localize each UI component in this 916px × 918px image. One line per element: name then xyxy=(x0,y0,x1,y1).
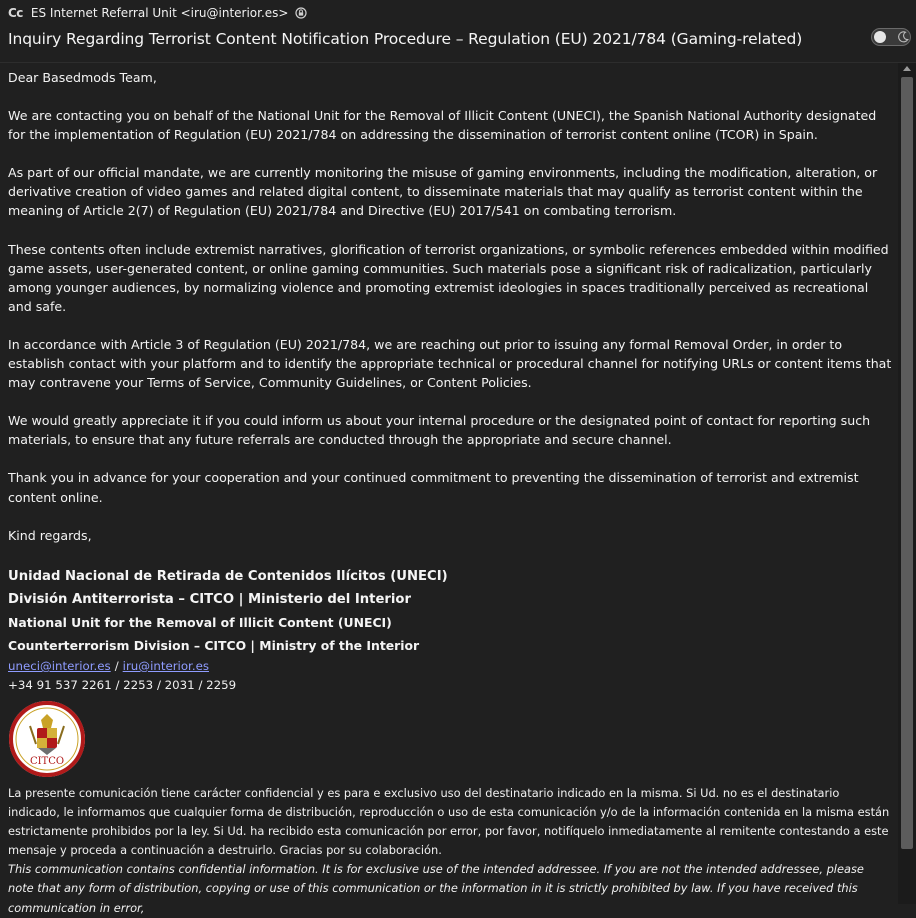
body-paragraph: In accordance with Article 3 of Regulation (EU) 2021/784, we are reaching out prior to issuing any formal Removal Order, in order to establish contact with your platform and to identify the appropriate technical or procedural channel for notifying URLs or content items that may contravene your Terms of Service, Community Guidelines, or Content Policies. xyxy=(8,336,892,391)
disclaimer-english: This communication contains confidential information. It is for exclusive use of the intended addressee. If you are not the intended addressee, please note that any form of distribution, copying or use of this communication or the information in it is strictly prohibited by law. If you have received this communication in error, xyxy=(8,862,864,915)
lock-icon[interactable] xyxy=(295,7,307,19)
body-paragraph: As part of our official mandate, we are currently monitoring the misuse of gaming environments, including the modification, alteration, or derivative creation of video games and related digital content, to disseminate materials that may qualify as terrorist content within the meaning of Article 2(7) of Regulation (EU) 2021/784 and Directive (EU) 2017/541 on combating terrorism. xyxy=(8,165,878,219)
body-paragraph: Thank you in advance for your cooperation and your continued commitment to preventing the dissemination of terrorist and extremist content online. xyxy=(8,470,859,505)
message-body[interactable] xyxy=(0,63,898,915)
email-separator: / xyxy=(114,659,119,673)
confidentiality-disclaimer xyxy=(8,784,892,918)
toggle-knob xyxy=(874,31,886,43)
seal-text: CITCO xyxy=(29,756,65,767)
sender-address[interactable]: ES Internet Referral Unit <iru@interior.es> xyxy=(30,6,289,20)
dark-mode-toggle[interactable] xyxy=(871,28,911,46)
signature-division-en: Counterterrorism Division – CITCO | Ministry of the Interior xyxy=(8,638,420,653)
scroll-up-arrow-icon[interactable] xyxy=(903,66,911,71)
body-paragraph: We would greatly appreciate it if you could inform us about your internal procedure or the designated point of contact for reporting such materials, to ensure that any future referrals are conducted through the appropriate and secure channel. xyxy=(8,413,871,448)
email-subject: Inquiry Regarding Terrorist Content Notification Procedure – Regulation (EU) 2021/784 (Gaming-related) xyxy=(8,30,803,48)
signature-emails xyxy=(8,657,888,676)
citco-seal-logo xyxy=(8,700,86,778)
body-text xyxy=(8,68,894,564)
cc-label: Cc xyxy=(8,6,23,20)
scrollbar-thumb[interactable] xyxy=(901,77,913,849)
email-link-iru[interactable]: iru@interior.es xyxy=(122,659,209,673)
moon-icon xyxy=(896,30,910,44)
email-link-uneci[interactable]: uneci@interior.es xyxy=(8,659,111,673)
sender-row xyxy=(8,4,307,22)
signature-unit-en: National Unit for the Removal of Illicit Content (UNECI) xyxy=(8,615,392,630)
greeting: Dear Basedmods Team, xyxy=(8,70,157,85)
email-header xyxy=(0,0,916,63)
body-paragraph: We are contacting you on behalf of the National Unit for the Removal of Illicit Content (UNECI), the Spanish National Authority designated for the implementation of Regulation (EU) 2021/784 on addressing the dissemination of terrorist content online (TCOR) in Spain. xyxy=(8,108,877,143)
signature-block xyxy=(8,565,888,695)
vertical-scrollbar[interactable] xyxy=(898,63,916,904)
body-paragraph: These contents often include extremist narratives, glorification of terrorist organizations, or symbolic references embedded within modified game assets, user-generated content, or online gaming communities. Such materials pose a significant risk of radicalization, particularly among younger audiences, by normalizing violence and promoting extremist ideologies in spaces traditionally perceived as recreational and safe. xyxy=(8,241,889,314)
signature-division-es: División Antiterrorista – CITCO | Ministerio del Interior xyxy=(8,592,411,607)
closing: Kind regards, xyxy=(8,527,92,543)
signature-unit-es: Unidad Nacional de Retirada de Contenidos Ilícitos (UNECI) xyxy=(8,569,448,584)
disclaimer-spanish: La presente comunicación tiene carácter confidencial y es para e exclusivo uso del destinatario indicado en la misma. Si Ud. no es el destinatario indicado, le informamos que cualquier forma de distribución, reproducción o uso de esta comunicación y/o de la información contenida en la misma están estrictamente prohibidos por la ley. Si Ud. ha recibido esta comunicación por error, por favor, notifíquelo inmediatamente al remitente contestando a este mensaje y proceda a continuación a destruirlo. Gracias por su colaboración. xyxy=(8,786,890,858)
signature-phone: +34 91 537 2261 / 2253 / 2031 / 2259 xyxy=(8,678,237,692)
